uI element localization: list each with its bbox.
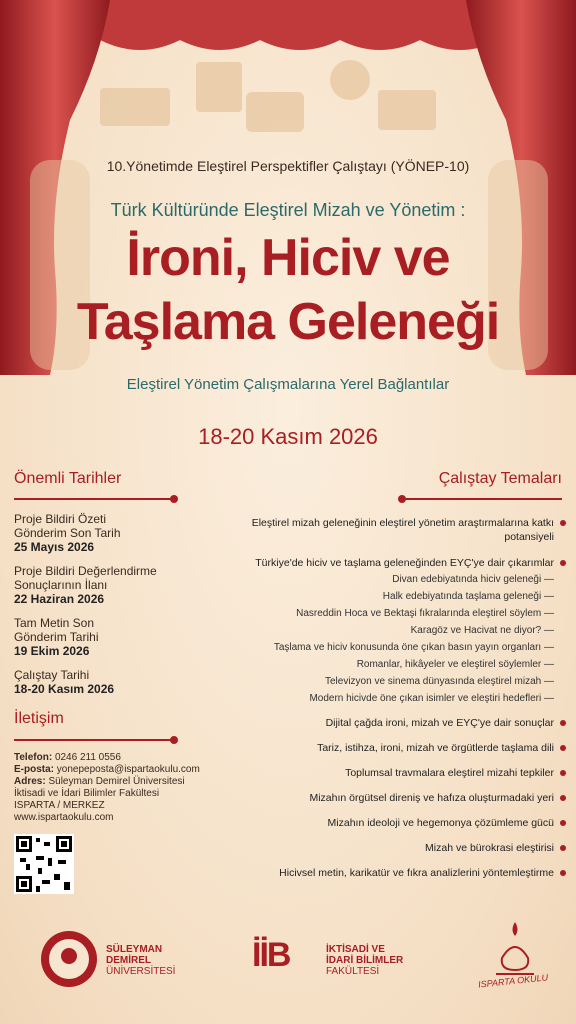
book-illustration [100,88,170,126]
sub-theme: Romanlar, hikâyeler ve eleştirel söylemler — [356,659,554,670]
sub-theme: Modern hicivde öne çıkan isimler ve eleştiri hedefleri — [309,693,554,704]
date-item: Çalıştay Tarihi 18-20 Kasım 2026 [14,668,115,696]
theme-item: Dijital çağda ironi, mizah ve EYÇ'ye dair sonuçlar [238,716,568,730]
theme-item: Mizahın örgütsel direniş ve hafıza oluşturmadaki yeri [238,791,568,805]
bell-illustration [330,60,370,100]
tagline: Eleştirel Yönetim Çalışmalarına Yerel Bağlantılar [126,376,450,393]
isparta-okulu-name: ISPARTA OKULU [477,972,549,990]
subtitle: Türk Kültüründe Eleştirel Mizah ve Yönetim : [110,200,466,220]
email-link[interactable]: yonepeposta@ispartaokulu.com [56,764,200,775]
divider [14,739,174,741]
date-item: Proje Bildiri Özeti Gönderim Son Tarih 25 Mayıs 2026 [14,512,121,554]
sdu-seal-logo [40,930,98,988]
important-dates-heading: Önemli Tarihler [14,470,122,487]
website-link[interactable]: www.ispartaokulu.com [14,812,114,823]
masks-illustration [378,90,436,130]
theme-item: Mizahın ideoloji ve hegemonya çözümleme gücü [238,816,568,830]
title-line-2: Taşlama Geleneği [76,293,500,351]
iibf-name: İKTİSADİ VE İDARİ BİLİMLER FAKÜLTESİ [326,944,404,977]
contact-info: Telefon: 0246 211 0556 E-posta: yonepeposta@ispartaokulu.com Adres: Süleyman Demirel Üniversitesi İktisadi ve İdari Bilimler Fakültesi ISPARTA / MERKEZ www.ispartaokulu.com [14,752,264,824]
theme-item: Türkiye'de hiciv ve taşlama geleneğinden EYÇ'ye dair çıkarımlar [238,556,568,570]
theme-item: Tariz, istihza, ironi, mizah ve örgütlerde taşlama dili [238,741,568,755]
sub-theme: Televizyon ve sinema dünyasında eleştirel mizah — [324,676,554,687]
tv-illustration [246,92,304,132]
theme-item: Mizah ve bürokrasi eleştirisi [238,841,568,855]
title-line-1: İroni, Hiciv ve [126,229,450,287]
themes-heading: Çalıştay Temaları [438,470,562,487]
oil-lamp-icon [490,918,540,978]
sub-theme: Karagöz ve Hacivat ne diyor? — [410,625,554,636]
phone[interactable]: 0246 211 0556 [54,752,121,763]
sub-theme: Halk edebiyatında taşlama geleneği — [382,591,554,602]
sub-theme: Nasreddin Hoca ve Bektaşi fıkralarında eleştirel söylem — [296,608,554,619]
sub-theme: Divan edebiyatında hiciv geleneği — [392,574,554,585]
theme-item: Hicivsel metin, karikatür ve fıkra analizlerini yöntemleştirme [238,866,568,880]
qr-code[interactable] [14,834,74,894]
iibf-logo-mark: İİB [252,936,290,974]
date-item: Proje Bildiri Değerlendirme Sonuçlarının İlanı 22 Haziran 2026 [14,564,157,606]
scroll-illustration [196,62,242,112]
workshop-name: 10.Yönetimde Eleştirel Perspektifler Çalıştayı (YÖNEP-10) [106,158,470,174]
theme-item: Toplumsal travmalara eleştirel mizahi tepkiler [238,766,568,780]
date-item: Tam Metin Son Gönderim Tarihi 19 Ekim 2026 [14,616,99,658]
sub-theme: Taşlama ve hiciv konusunda öne çıkan basın yayın organları — [273,642,554,653]
divider [402,498,562,500]
divider [14,498,174,500]
theme-item: Eleştirel mizah geleneğinin eleştirel yönetim araştırmalarına katkı potansiyeli [238,516,568,544]
sdu-name: SÜLEYMAN DEMİREL ÜNİVERSİTESİ [106,944,176,977]
contact-heading: İletişim [14,710,64,727]
event-dates: 18-20 Kasım 2026 [198,424,378,449]
